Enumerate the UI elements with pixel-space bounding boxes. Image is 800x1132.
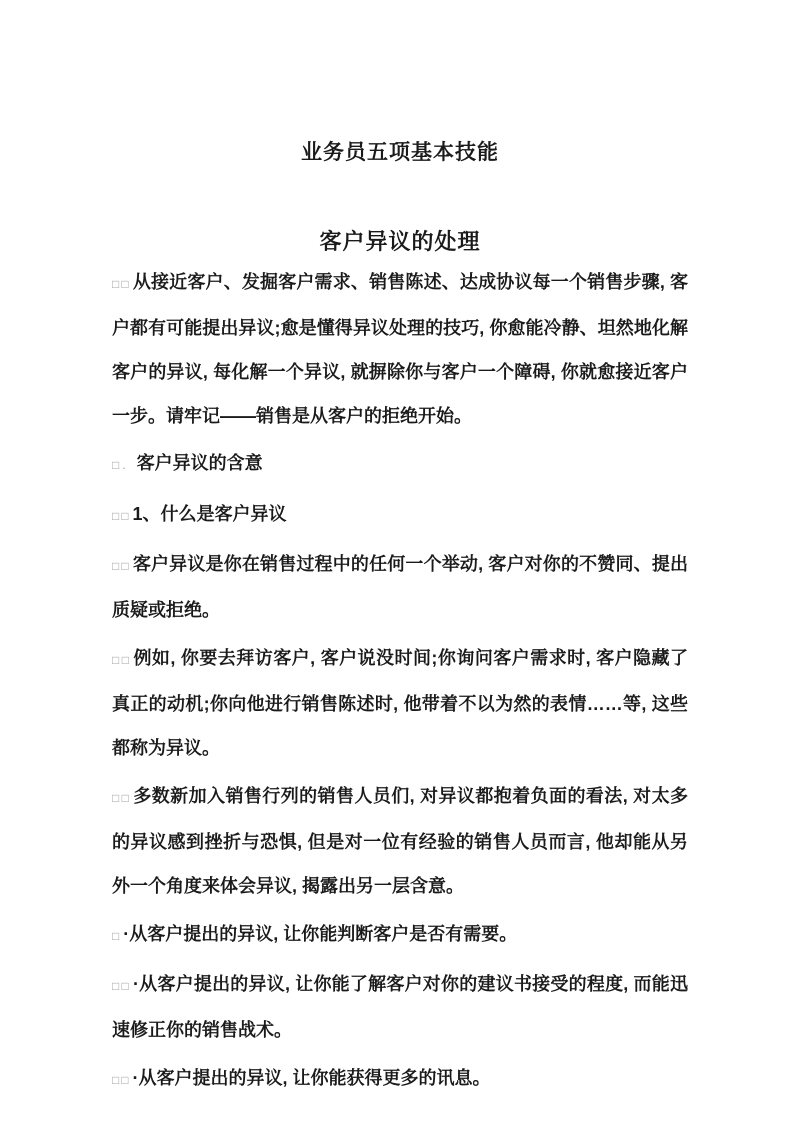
paragraph-definition [112,542,688,632]
bullet-text: ·从客户提出的异议, 让你能获得更多的讯息。 [132,1068,491,1088]
bullet-item-need [112,912,688,958]
document-title: 业务员五项基本技能 [301,141,499,164]
document-subtitle: 客户异议的处理 [319,229,481,254]
bullet-item-information [112,1056,688,1102]
subheading-text: 1、什么是客户异议 [132,504,287,524]
bullet-text: ·从客户提出的异议, 让你能了解客户对你的建议书接受的程度, 而能迅速修正你的销售战术。 [112,974,688,1040]
bullet-item-acceptance [112,962,688,1052]
placeholder-boxes: □□ [112,1073,131,1087]
paragraph-text: 多数新加入销售行列的销售人员们, 对异议都抱着负面的看法, 对太多的异议感到挫折与恐惧, 但是对一位有经验的销售人员而言, 他却能从另外一个角度来体会异议, 揭露出另一层含意。 [112,786,688,896]
bullet-text: ·从客户提出的异议, 让你能判断客户是否有需要。 [123,924,518,944]
placeholder-boxes: □□ [112,559,131,573]
placeholder-boxes: □□ [112,791,132,805]
placeholder-boxes: □□ [112,277,131,291]
placeholder-boxes: □ [112,929,122,943]
document-body [112,260,688,1102]
section-heading [112,441,688,487]
placeholder-boxes: □□ [112,509,131,523]
heading-text: 客户异议的含意 [136,453,263,473]
paragraph-text: 从接近客户、发掘客户需求、销售陈述、达成协议每一个销售步骤, 客户都有可能提出异议;愈是懂得异议处理的技巧, 你愈能冷静、坦然地化解客户的异议, 每化解一个异议, 就摒除你与客户一个障碍, 你就愈接近客户一步。请牢记——销售是从客户的拒绝开始。 [112,272,688,426]
placeholder-boxes: □□ [112,653,132,667]
placeholder-boxes: □. [112,458,129,472]
paragraph-intro [112,260,688,438]
paragraph-text: 客户异议是你在销售过程中的任何一个举动, 客户对你的不赞同、提出质疑或拒绝。 [112,554,688,620]
paragraph-perspective [112,774,688,908]
placeholder-boxes: □□ [112,979,131,993]
paragraph-example [112,636,688,770]
paragraph-text: 例如, 你要去拜访客户, 客户说没时间;你询问客户需求时, 客户隐藏了真正的动机;你向他进行销售陈述时, 他带着不以为然的表情……等, 这些都称为异议。 [112,648,688,758]
subsection-heading [112,492,688,538]
